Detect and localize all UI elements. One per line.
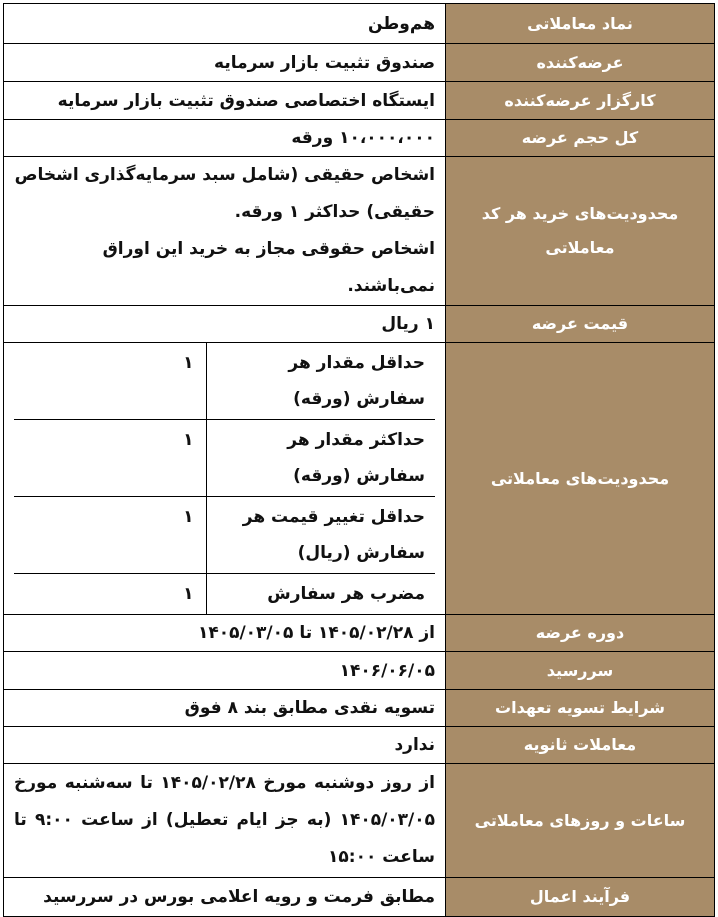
limit-value: ۱ <box>14 343 206 420</box>
label-broker: کارگزار عرضه‌کننده <box>446 82 715 120</box>
limit-row <box>14 574 435 615</box>
label-trading-limits: محدودیت‌های معاملاتی <box>446 343 715 615</box>
row-settlement <box>4 690 715 727</box>
buy-limit-natural: اشخاص حقیقی (شامل سبد سرمایه‌گذاری اشخاص حقیقی) حداکثر ۱ ورقه. <box>14 165 435 222</box>
row-maturity <box>4 652 715 690</box>
buy-limit-legal: اشخاص حقوقی مجاز به خرید این اوراق نمی‌باشند. <box>102 239 435 296</box>
label-volume: کل حجم عرضه <box>446 120 715 157</box>
row-buy-limits <box>4 157 715 306</box>
label-secondary: معاملات ثانویه <box>446 727 715 764</box>
row-broker <box>4 82 715 120</box>
label-exercise: فرآیند اعمال <box>446 878 715 917</box>
row-symbol <box>4 4 715 44</box>
value-exercise: مطابق فرمت و رویه اعلامی بورس در سررسید <box>4 878 446 917</box>
row-trading-limits <box>4 343 715 615</box>
row-exercise <box>4 878 715 917</box>
limit-row <box>14 343 435 420</box>
limit-name: مضرب هر سفارش <box>206 574 435 615</box>
value-buy-limits <box>4 157 446 306</box>
label-period: دوره عرضه <box>446 615 715 652</box>
label-price: قیمت عرضه <box>446 306 715 343</box>
limit-row <box>14 420 435 497</box>
value-symbol: هم‌وطن <box>4 4 446 44</box>
label-settlement: شرایط تسویه تعهدات <box>446 690 715 727</box>
limit-name: حداکثر مقدار هر سفارش (ورقه) <box>206 420 435 497</box>
label-buy-limits: محدودیت‌های خرید هر کد معاملاتی <box>446 157 715 306</box>
row-secondary <box>4 727 715 764</box>
value-trading-limits <box>4 343 446 615</box>
value-offerer: صندوق تثبیت بازار سرمایه <box>4 44 446 82</box>
label-hours: ساعات و روزهای معاملاتی <box>446 764 715 878</box>
limit-value: ۱ <box>14 497 206 574</box>
value-hours: از روز دوشنبه مورخ ۱۴۰۵/۰۲/۲۸ تا سه‌شنبه مورخ ۱۴۰۵/۰۳/۰۵ (به جز ایام تعطیل) از ساعت ۹:۰۰ تا ساعت ۱۵:۰۰ <box>4 764 446 878</box>
limit-row <box>14 497 435 574</box>
row-period <box>4 615 715 652</box>
value-secondary: ندارد <box>4 727 446 764</box>
limit-name: حداقل مقدار هر سفارش (ورقه) <box>206 343 435 420</box>
limit-name: حداقل تغییر قیمت هر سفارش (ریال) <box>206 497 435 574</box>
label-offerer: عرضه‌کننده <box>446 44 715 82</box>
value-broker: ایستگاه اختصاصی صندوق تثبیت بازار سرمایه <box>4 82 446 120</box>
row-price <box>4 306 715 343</box>
row-volume <box>4 120 715 157</box>
trading-limits-table <box>14 343 435 614</box>
row-hours <box>4 764 715 878</box>
row-offerer <box>4 44 715 82</box>
limit-value: ۱ <box>14 420 206 497</box>
limit-value: ۱ <box>183 584 194 604</box>
label-maturity: سررسید <box>446 652 715 690</box>
value-price: ۱ ریال <box>4 306 446 343</box>
value-settlement: تسویه نقدی مطابق بند ۸ فوق <box>4 690 446 727</box>
label-symbol: نماد معاملاتی <box>446 4 715 44</box>
value-volume: ۱۰،۰۰۰،۰۰۰ ورقه <box>4 120 446 157</box>
value-period: از ۱۴۰۵/۰۲/۲۸ تا ۱۴۰۵/۰۳/۰۵ <box>4 615 446 652</box>
value-maturity: ۱۴۰۶/۰۶/۰۵ <box>4 652 446 690</box>
offering-spec-table <box>3 3 715 917</box>
